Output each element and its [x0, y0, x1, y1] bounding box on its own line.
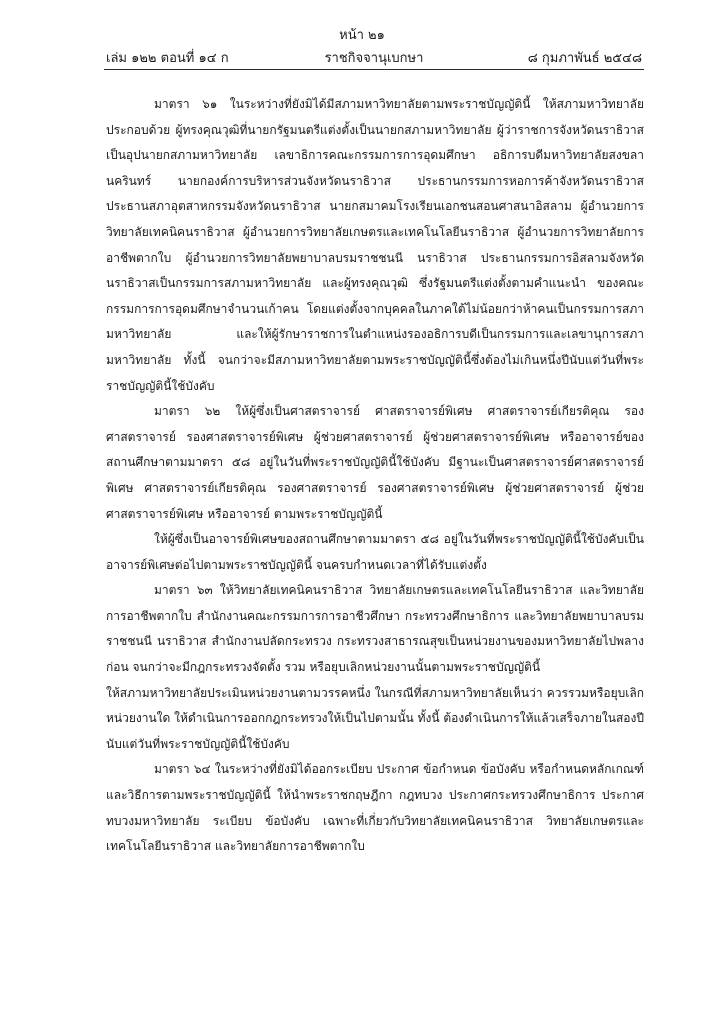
volume-issue: เล่ม ๑๒๒ ตอนที่ ๑๔ ก	[106, 51, 229, 66]
document-body	[106, 92, 644, 860]
section-61-paragraph: มาตรา ๖๑ ในระหว่างที่ยังมิได้มีสภามหาวิทยาลัยตามพระราชบัญญัตินี้ ให้สภามหาวิทยาลัย ประกอบด้วย ผู้ทรงคุณวุฒิที่นายกรัฐมนตรีแต่งตั้งเป็นนายกสภามหาวิทยาลัย ผู้ว่าราชการจังหวัดนราธิวาส เป็นอุปนายกสภามหาวิทยาลัย เลขาธิการคณะกรรมการการอุดมศึกษา อธิการบดีมหาวิทยาลัยสงขลานครินทร์ นายกองค์การบริหารส่วนจังหวัดนราธิวาส ประธานกรรมการหอการค้าจังหวัดนราธิวาส ประธานสภาอุตสาหกรรมจังหวัดนราธิวาส นายกสมาคมโรงเรียนเอกชนสอนศาสนาอิสลาม ผู้อำนวยการวิทยาลัยเทคนิคนราธิวาส ผู้อำนวยการวิทยาลัยเกษตรและเทคโนโลยีนราธิวาส ผู้อำนวยการวิทยาลัยการอาชีพตากใบ ผู้อำนวยการวิทยาลัยพยาบาลบรมราชชนนี นราธิวาส ประธานกรรมการอิสลามจังหวัดนราธิวาสเป็นกรรมการสภามหาวิทยาลัย และผู้ทรงคุณวุฒิ ซึ่งรัฐมนตรีแต่งตั้งตามคำแนะนำ ของคณะกรรมการการอุดมศึกษาจำนวนเก้าคน โดยแต่งตั้งจากบุคคลในภาคใต้ไม่น้อยกว่าห้าคนเป็นกรรมการสภามหาวิทยาลัย และให้ผู้รักษาราชการในตำแหน่งรองอธิการบดีเป็นกรรมการและเลขานุการสภามหาวิทยาลัย ทั้งนี้ จนกว่าจะมีสภามหาวิทยาลัยตามพระราชบัญญัตินี้ซึ่งต้องไม่เกินหนึ่งปีนับแต่วันที่พระราชบัญญัตินี้ใช้บังคับ	[106, 97, 644, 393]
section-62-paragraph-2: ให้ผู้ซึ่งเป็นอาจารย์พิเศษของสถานศึกษาตามมาตรา ๕๘ อยู่ในวันที่พระราชบัญญัตินี้ใช้บังคับเป็นอาจารย์พิเศษต่อไปตามพระราชบัญญัตินี้ จนครบกำหนดเวลาที่ได้รับแต่งตั้ง	[106, 532, 644, 572]
gazette-header	[104, 47, 644, 70]
section-63-paragraph: มาตรา ๖๓ ให้วิทยาลัยเทคนิคนราธิวาส วิทยาลัยเกษตรและเทคโนโลยีนราธิวาส และวิทยาลัยการอาชีพตากใบ สำนักงานคณะกรรมการการอาชีวศึกษา กระทรวงศึกษาธิการ และวิทยาลัยพยาบาลบรมราชชนนี นราธิวาส สำนักงานปลัดกระทรวง กระทรวงสาธารณสุขเป็นหน่วยงานของมหาวิทยาลัยไปพลางก่อน จนกว่าจะมีกฎกระทรวงจัดตั้ง รวม หรือยุบเลิกหน่วยงานนั้นตามพระราชบัญญัตินี้	[106, 583, 644, 675]
page-number: หน้า ๒๑	[339, 28, 385, 43]
section-64-paragraph: มาตรา ๖๔ ในระหว่างที่ยังมิได้ออกระเบียบ ประกาศ ข้อกำหนด ข้อบังคับ หรือกำหนดหลักเกณฑ์และวิธีการตามพระราชบัญญัตินี้ ให้นำพระราชกฤษฎีกา กฎทบวง ประกาศกระทรวงศึกษาธิการ ประกาศทบวงมหาวิทยาลัย ระเบียบ ข้อบังคับ เฉพาะที่เกี่ยวกับวิทยาลัยเทคนิคนราธิวาส วิทยาลัยเกษตรและเทคโนโลยีนราธิวาส และวิทยาลัยการอาชีพตากใบ	[106, 762, 644, 854]
gazette-title: ราชกิจจานุเบกษา	[324, 51, 424, 66]
section-62-paragraph: มาตรา ๖๒ ให้ผู้ซึ่งเป็นศาสตราจารย์ ศาสตราจารย์พิเศษ ศาสตราจารย์เกียรติคุณ รองศาสตราจารย์ รองศาสตราจารย์พิเศษ ผู้ช่วยศาสตราจารย์ ผู้ช่วยศาสตราจารย์พิเศษ หรืออาจารย์ของสถานศึกษาตามมาตรา ๕๘ อยู่ในวันที่พระราชบัญญัตินี้ใช้บังคับ มีฐานะเป็นศาสตราจารย์ศาสตราจารย์พิเศษ ศาสตราจารย์เกียรติคุณ รองศาสตราจารย์ รองศาสตราจารย์พิเศษ ผู้ช่วยศาสตราจารย์ ผู้ช่วยศาสตราจารย์พิเศษ หรืออาจารย์ ตามพระราชบัญญัตินี้	[106, 404, 644, 521]
section-63-paragraph-2: ให้สภามหาวิทยาลัยประเมินหน่วยงานตามวรรคหนึ่ง ในกรณีที่สภามหาวิทยาลัยเห็นว่า ควรรวมหรือยุบเลิกหน่วยงานใด ให้ดำเนินการออกกฎกระทรวงให้เป็นไปตามนั้น ทั้งนี้ ต้องดำเนินการให้แล้วเสร็จภายในสองปีนับแต่วันที่พระราชบัญญัตินี้ใช้บังคับ	[106, 685, 644, 751]
publication-date: ๘ กุมภาพันธ์ ๒๕๔๘	[527, 51, 642, 66]
